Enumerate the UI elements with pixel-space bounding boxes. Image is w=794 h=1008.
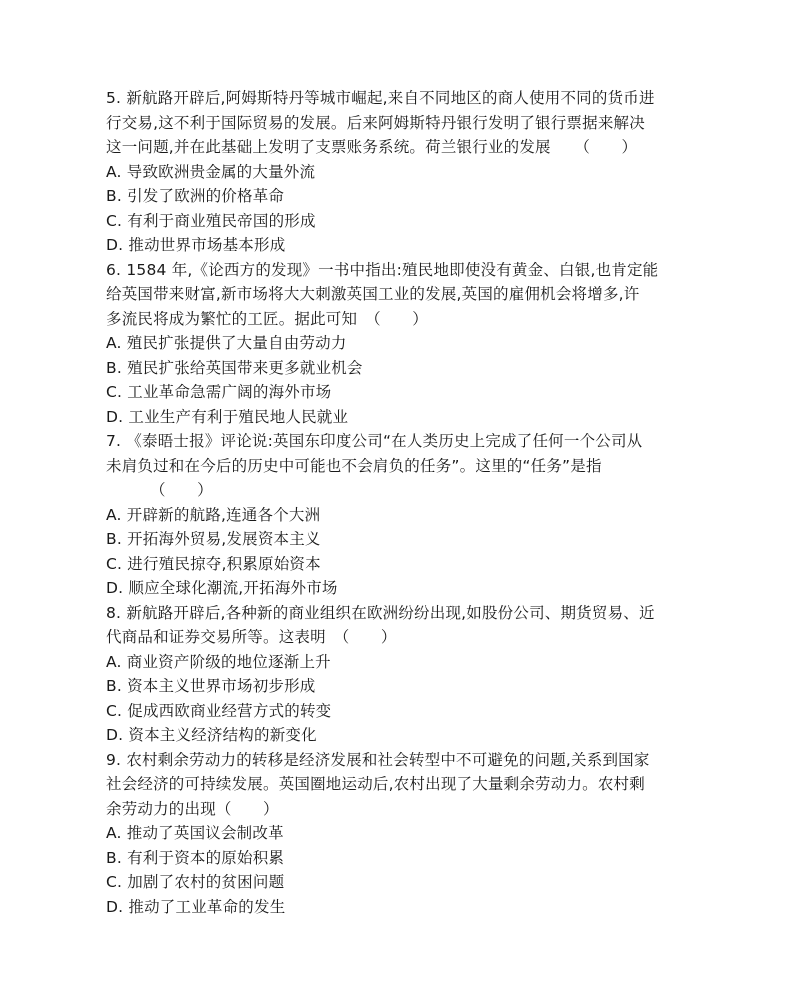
question-5 [106, 86, 690, 258]
question-7-option-b: B. 开拓海外贸易,发展资本主义 [106, 530, 321, 548]
question-7 [106, 429, 690, 601]
question-9-option-c: C. 加剧了农村的贫困问题 [106, 873, 285, 891]
question-8-option-d: D. 资本主义经济结构的新变化 [106, 726, 317, 744]
question-5-stem-line-1: 5. 新航路开辟后,阿姆斯特丹等城市崛起,来自不同地区的商人使用不同的货币进 [106, 89, 655, 107]
question-8-stem-line-2: 代商品和证券交易所等。这表明 （ ） [106, 628, 397, 646]
question-7-option-c: C. 进行殖民掠夺,积累原始资本 [106, 554, 321, 573]
question-6-option-d: D. 工业生产有利于殖民地人民就业 [106, 407, 349, 426]
question-6-option-c: C. 工业革命急需广阔的海外市场 [106, 383, 332, 401]
question-5-option-b: B. 引发了欧洲的价格革命 [106, 187, 285, 205]
question-8-option-a: A. 商业资产阶级的地位逐渐上升 [106, 652, 331, 671]
question-9-option-a: A. 推动了英国议会制改革 [106, 824, 284, 842]
question-9-option-b: B. 有利于资本的原始积累 [106, 848, 285, 867]
question-7-stem-line-2: 未肩负过和在今后的历史中可能也不会肩负的任务”。这里的“任务”是指 [106, 456, 602, 475]
question-7-option-d: D. 顺应全球化潮流,开拓海外市场 [106, 579, 338, 597]
question-6-option-a: A. 殖民扩张提供了大量自由劳动力 [106, 334, 347, 352]
question-5-stem-line-3: 这一问题,并在此基础上发明了支票账务系统。荷兰银行业的发展 （ ） [106, 138, 638, 156]
question-6 [106, 258, 690, 430]
question-6-stem-line-3: 多流民将成为繁忙的工匠。据此可知 （ ） [106, 309, 428, 328]
question-5-stem-line-2: 行交易,这不利于国际贸易的发展。后来阿姆斯特丹银行发明了银行票据来解决 [106, 113, 645, 132]
question-sheet [106, 86, 690, 919]
question-8-stem-line-1: 8. 新航路开辟后,各种新的商业组织在欧洲纷纷出现,如股份公司、期货贸易、近 [106, 603, 655, 622]
question-6-stem-line-1: 6. 1584 年,《论西方的发现》一书中指出:殖民地即使没有黄金、白银,也肯定能 [106, 260, 659, 279]
question-8-option-b: B. 资本主义世界市场初步形成 [106, 677, 316, 695]
question-6-stem-line-2: 给英国带来财富,新市场将大大刺激英国工业的发展,英国的雇佣机会将增多,许 [106, 285, 640, 303]
question-5-option-c: C. 有利于商业殖民帝国的形成 [106, 211, 316, 230]
question-9 [106, 748, 690, 920]
question-5-option-a: A. 导致欧洲贵金属的大量外流 [106, 162, 316, 181]
question-8-option-c: C. 促成西欧商业经营方式的转变 [106, 701, 332, 720]
question-5-option-d: D. 推动世界市场基本形成 [106, 236, 286, 254]
question-7-option-a: A. 开辟新的航路,连通各个大洲 [106, 505, 321, 524]
question-9-stem-line-3: 余劳动力的出现（ ） [106, 799, 279, 818]
question-9-stem-line-1: 9. 农村剩余劳动力的转移是经济发展和社会转型中不可避免的问题,关系到国家 [106, 750, 650, 769]
question-7-answer-blank: （ ） [150, 481, 213, 499]
question-7-stem-line-1: 7. 《泰晤士报》评论说:英国东印度公司“在人类历史上完成了任何一个公司从 [106, 432, 643, 450]
question-6-option-b: B. 殖民扩张给英国带来更多就业机会 [106, 358, 363, 377]
question-8 [106, 601, 690, 748]
question-9-stem-line-2: 社会经济的可持续发展。英国圈地运动后,农村出现了大量剩余劳动力。农村剩 [106, 775, 645, 793]
question-9-option-d: D. 推动了工业革命的发生 [106, 897, 286, 916]
